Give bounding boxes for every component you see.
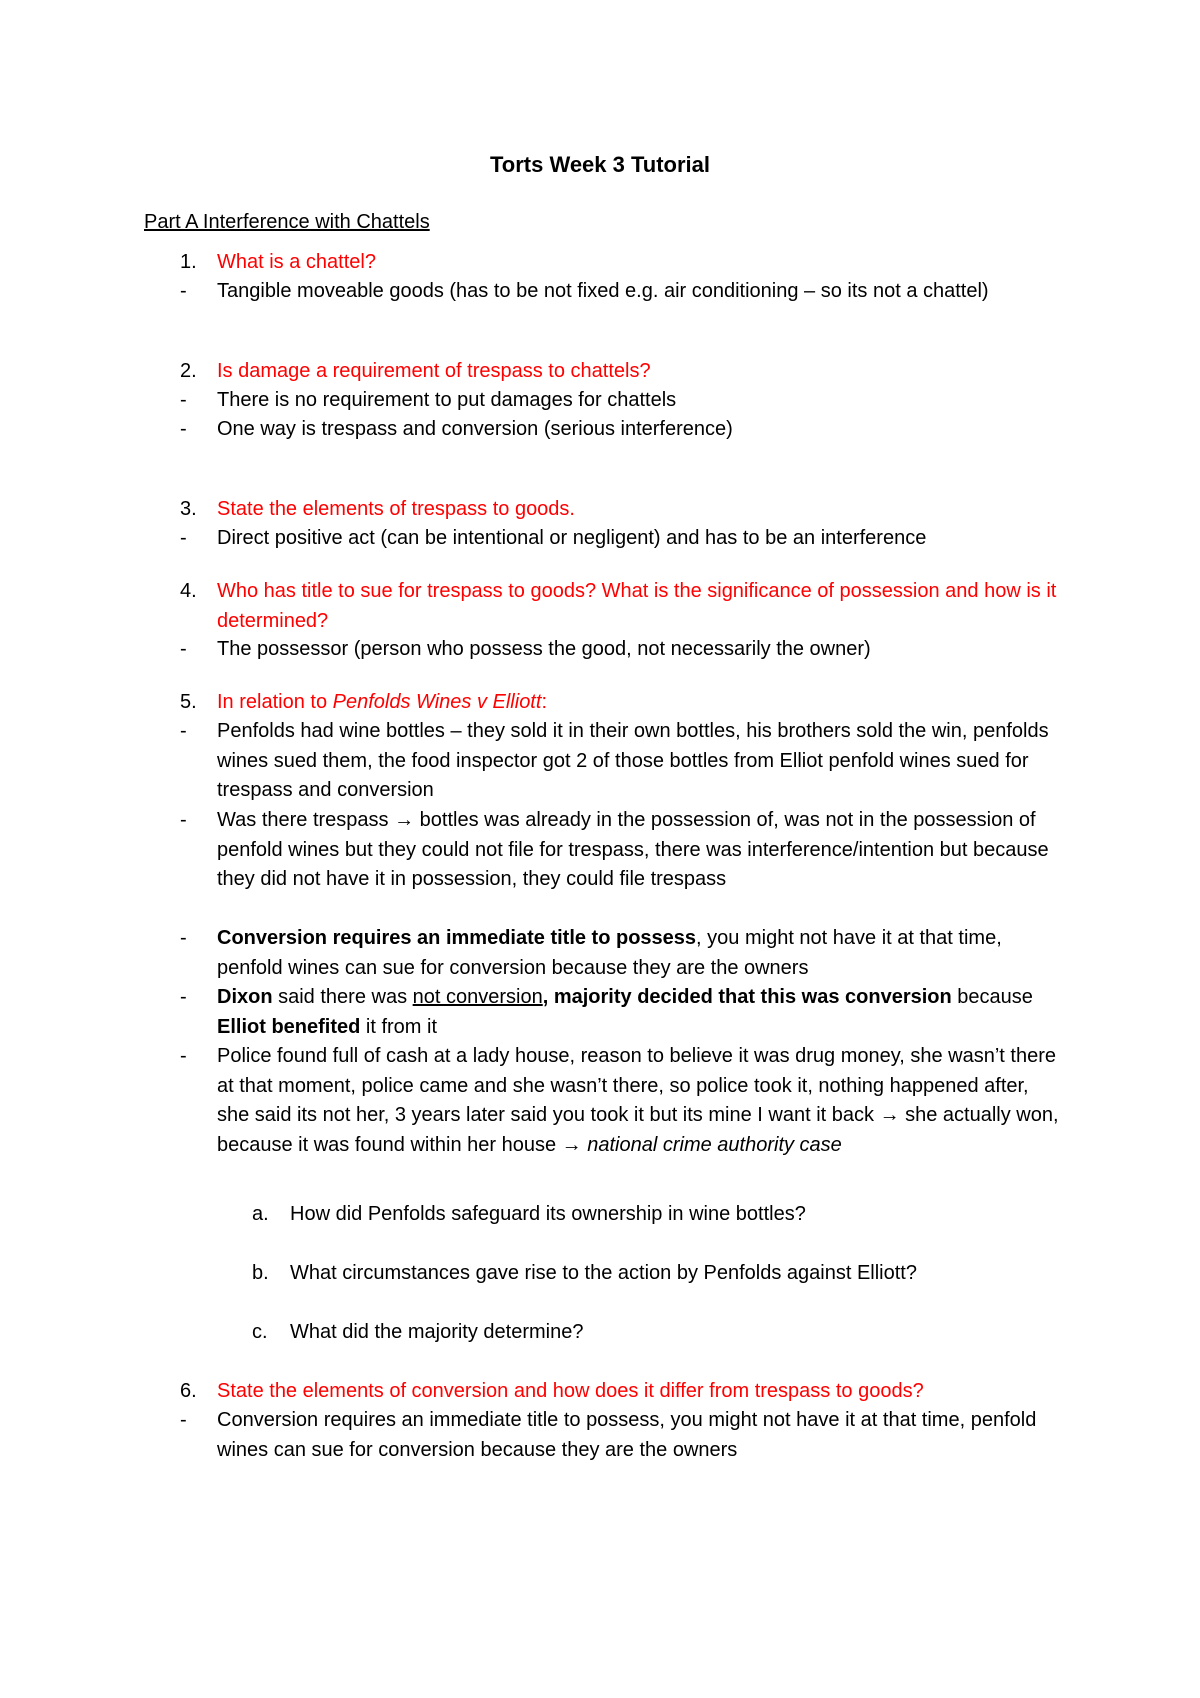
case-name: national crime authority case [587, 1133, 842, 1156]
question-text: State the elements of trespass to goods. [217, 498, 575, 520]
answer-3-1 [144, 524, 1064, 554]
answer-text: Police found full of cash at a lady house, reason to believe it was drug money, she wasn’t there at that moment, police came and she wasn’t there, so police took it, nothing happened after, she said its not her, 3 years later said you took it but its mine I want it back → she actually won, because it was found within her house → national crime authority case [217, 1045, 1059, 1156]
answer-text: Conversion requires an immediate title to possess, you might not have it at that time, penfold wines can sue for conversion because they are the owners [217, 927, 1002, 979]
sub-letter: b. [252, 1262, 269, 1284]
bullet: - [180, 638, 187, 660]
sub-question-b [144, 1259, 1064, 1289]
question-number: 5. [180, 691, 197, 713]
question-5 [144, 688, 1064, 718]
answer-5-3 [144, 924, 1064, 983]
answer-5-5 [144, 1042, 1064, 1160]
answer-2-2 [144, 415, 1064, 445]
sub-question-text: What circumstances gave rise to the action by Penfolds against Elliott? [290, 1262, 917, 1284]
question-text: Is damage a requirement of trespass to chattels? [217, 360, 651, 382]
question-text: In relation to Penfolds Wines v Elliott: [217, 691, 547, 713]
answer-4-1 [144, 635, 1064, 665]
question-3 [144, 495, 1064, 525]
question-6 [144, 1377, 1064, 1407]
case-name: Penfolds Wines v Elliott [332, 691, 542, 713]
question-text: What is a chattel? [217, 251, 376, 273]
question-number: 4. [180, 580, 197, 602]
bullet: - [180, 1409, 187, 1431]
part-heading: Part A Interference with Chattels [144, 211, 430, 233]
answer-text: Dixon said there was not conversion, majority decided that this was conversion because Elliot benefited it from it [217, 986, 1033, 1038]
sub-letter: a. [252, 1203, 269, 1225]
answer-5-1 [144, 717, 1064, 806]
answer-text: Tangible moveable goods (has to be not fixed e.g. air conditioning – so its not a chattel) [217, 280, 989, 302]
arrow-icon: → [879, 1104, 900, 1127]
answer-text: One way is trespass and conversion (serious interference) [217, 418, 733, 440]
bullet: - [180, 720, 187, 742]
answer-text: Conversion requires an immediate title to possess, you might not have it at that time, penfold wines can sue for conversion because they are the owners [217, 1409, 1037, 1461]
answer-text: There is no requirement to put damages for chattels [217, 389, 677, 411]
answer-5-2 [144, 806, 1064, 895]
question-number: 3. [180, 498, 197, 520]
bullet: - [180, 527, 187, 549]
sub-question-text: What did the majority determine? [290, 1321, 584, 1343]
question-4 [144, 577, 1064, 636]
bullet: - [180, 1045, 187, 1067]
answer-5-4 [144, 983, 1064, 1042]
sub-question-text: How did Penfolds safeguard its ownership in wine bottles? [290, 1203, 806, 1225]
answer-text: The possessor (person who possess the good, not necessarily the owner) [217, 638, 871, 660]
bullet: - [180, 927, 187, 949]
question-number: 6. [180, 1380, 197, 1402]
answer-1-1 [144, 277, 1064, 307]
arrow-icon: → [561, 1133, 582, 1156]
question-2 [144, 357, 1064, 387]
page-title: Torts Week 3 Tutorial [489, 152, 711, 177]
answer-text: Penfolds had wine bottles – they sold it in their own bottles, his brothers sold the win, penfolds wines sued them, the food inspector got 2 of those bottles from Elliot penfold wines sued for trespass and conversion [217, 720, 1049, 802]
sub-question-a [144, 1200, 1064, 1230]
answer-2-1 [144, 386, 1064, 416]
bullet: - [180, 389, 187, 411]
bullet: - [180, 418, 187, 440]
question-text: Who has title to sue for trespass to goods? What is the significance of possession and how is it determined? [217, 580, 1057, 632]
answer-6-1 [144, 1406, 1064, 1465]
question-number: 1. [180, 251, 197, 273]
bullet: - [180, 280, 187, 302]
answer-text: Direct positive act (can be intentional or negligent) and has to be an interference [217, 527, 927, 549]
answer-text: Was there trespass → bottles was already in the possession of, was not in the possession of penfold wines but they could not file for trespass, there was interference/intention but because they did not have it in possession, they could file trespass [217, 809, 1049, 891]
sub-letter: c. [252, 1321, 268, 1343]
question-text: State the elements of conversion and how does it differ from trespass to goods? [217, 1380, 924, 1402]
bullet: - [180, 809, 187, 831]
sub-question-c [144, 1318, 1064, 1348]
question-number: 2. [180, 360, 197, 382]
question-1 [144, 248, 1064, 278]
arrow-icon: → [394, 809, 415, 831]
bullet: - [180, 986, 187, 1008]
